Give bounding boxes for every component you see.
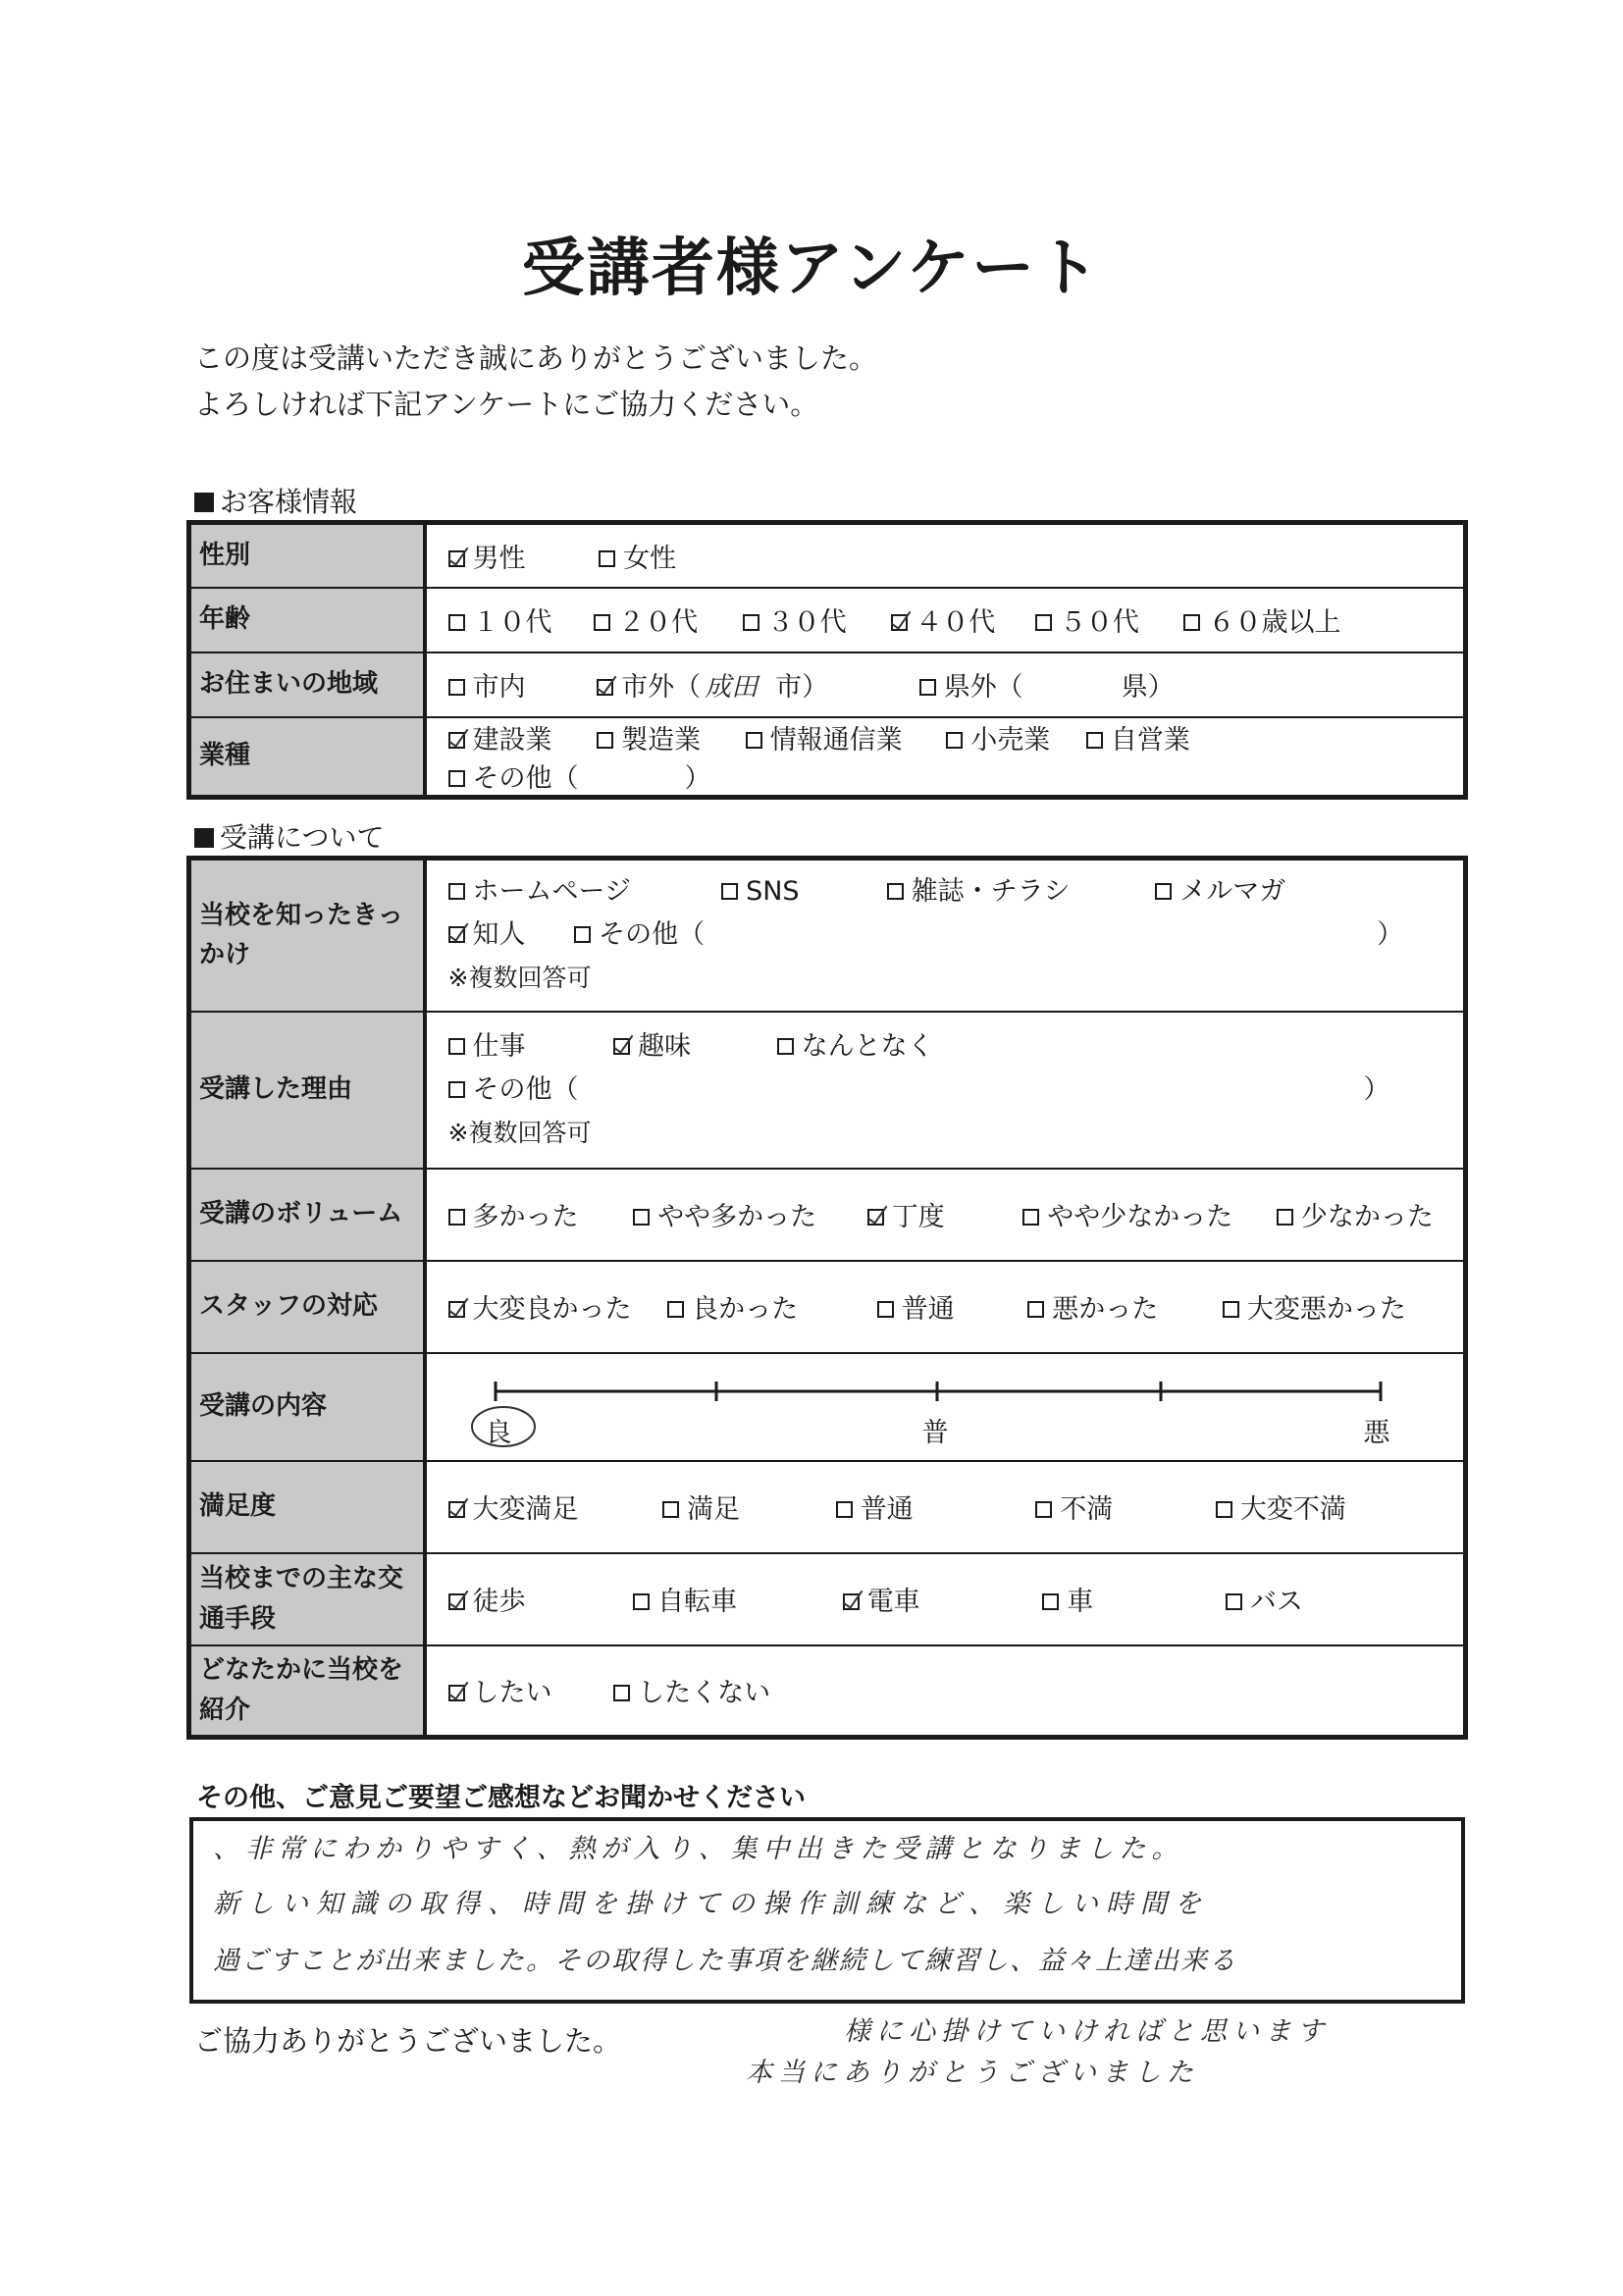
- checkbox-icon[interactable]: [946, 732, 963, 749]
- option-no-reason-label: なんとなく: [801, 1030, 934, 1062]
- option-age-40s-label: ４０代: [916, 607, 996, 638]
- checkbox-icon[interactable]: [1027, 1301, 1044, 1318]
- scale-label-bad: 悪: [1363, 1417, 1390, 1448]
- option-volume-just-right-label: 丁度: [891, 1202, 945, 1232]
- option-age-30s[interactable]: [743, 600, 883, 639]
- option-age-50s[interactable]: [1035, 600, 1176, 639]
- options-staff: [425, 1261, 1466, 1353]
- option-self-employed[interactable]: [1086, 718, 1218, 757]
- option-male-label: 男性: [472, 543, 526, 574]
- option-newsletter-label: メルマガ: [1179, 876, 1286, 908]
- option-refer-yes-label: したい: [472, 1678, 552, 1709]
- option-refer-no[interactable]: [613, 1671, 770, 1709]
- option-car[interactable]: [1042, 1580, 1217, 1618]
- option-very-satisfied[interactable]: [448, 1487, 654, 1526]
- checkbox-icon[interactable]: [448, 1081, 465, 1098]
- checkbox-icon[interactable]: [721, 883, 738, 900]
- other-reason-close: ）: [1363, 1073, 1390, 1105]
- handwritten-line-4: 様に心掛けていければと思います: [844, 2016, 1330, 2047]
- handwritten-line-5: 本当にありがとうございました: [746, 2058, 1199, 2088]
- checkbox-icon[interactable]: [746, 732, 762, 749]
- option-very-dissatisfied[interactable]: [1216, 1487, 1346, 1526]
- checkbox-checked-icon[interactable]: [448, 1301, 465, 1318]
- option-age-30s-label: ３０代: [766, 607, 847, 638]
- option-staff-very-good[interactable]: [448, 1287, 659, 1326]
- option-prefecture-outside[interactable]: [919, 665, 1175, 704]
- option-bus-label: バス: [1249, 1587, 1303, 1617]
- checkbox-checked-icon[interactable]: [843, 1593, 860, 1610]
- label-gender: 性別: [189, 523, 425, 588]
- label-reason: 受講した理由: [189, 1012, 425, 1169]
- checkbox-icon[interactable]: [1216, 1501, 1232, 1518]
- option-other-reason-label: その他（: [472, 1073, 579, 1105]
- option-staff-bad[interactable]: [1027, 1287, 1214, 1326]
- label-referral: どなたかに当校を紹介: [189, 1645, 425, 1738]
- option-it-label: 情報通信業: [769, 724, 903, 756]
- comments-heading: その他、ご意見ご要望ご感想などお聞かせください: [196, 1783, 806, 1813]
- option-hobby[interactable]: [613, 1025, 768, 1069]
- checkbox-icon[interactable]: [633, 1209, 650, 1226]
- bullet-square-icon: [194, 493, 214, 512]
- option-staff-bad-label: 悪かった: [1052, 1294, 1159, 1325]
- checkbox-icon[interactable]: [1223, 1301, 1239, 1318]
- label-age: 年齢: [189, 588, 425, 652]
- checkbox-icon[interactable]: [633, 1593, 650, 1610]
- option-satisfaction-normal-label: 普通: [860, 1494, 914, 1525]
- option-hobby-label: 趣味: [638, 1030, 692, 1062]
- option-age-20s[interactable]: [594, 600, 734, 639]
- option-homepage-label: ホームページ: [472, 876, 631, 908]
- option-staff-very-good-label: 大変良かった: [472, 1294, 632, 1325]
- option-female[interactable]: [599, 537, 676, 575]
- comments-textarea[interactable]: [189, 1817, 1465, 2004]
- option-volume-little-label: 少なかった: [1300, 1202, 1434, 1232]
- row-area: [189, 652, 1466, 717]
- option-staff-normal[interactable]: [877, 1287, 1020, 1326]
- option-self-employed-label: 自営業: [1110, 724, 1190, 756]
- row-content: [189, 1353, 1466, 1461]
- other-trigger-close: ）: [1377, 919, 1404, 951]
- checkbox-icon[interactable]: [1277, 1209, 1293, 1226]
- option-work-label: 仕事: [472, 1030, 526, 1062]
- label-trigger: 当校を知ったきっかけ: [189, 859, 425, 1012]
- label-volume: 受講のボリューム: [189, 1169, 425, 1261]
- option-city-inside-label: 市内: [472, 672, 526, 703]
- checkbox-icon[interactable]: [1022, 1209, 1039, 1226]
- checkbox-checked-icon[interactable]: [448, 732, 465, 749]
- option-age-20s-label: ２０代: [618, 607, 699, 638]
- row-gender: [189, 523, 1466, 588]
- options-age: [425, 588, 1466, 652]
- option-staff-good-label: 良かった: [692, 1294, 799, 1325]
- checkbox-icon[interactable]: [597, 732, 613, 749]
- trigger-note: ※複数回答可: [447, 964, 592, 993]
- option-bicycle-label: 自転車: [657, 1587, 738, 1617]
- checkbox-icon[interactable]: [743, 614, 759, 631]
- options-satisfaction: [425, 1461, 1466, 1553]
- option-bicycle[interactable]: [633, 1580, 834, 1618]
- option-volume-much-label: 多かった: [472, 1202, 579, 1232]
- other-industry-close: ）: [684, 762, 711, 794]
- checkbox-checked-icon[interactable]: [448, 926, 465, 943]
- option-age-50s-label: ５０代: [1059, 607, 1139, 638]
- checkbox-icon[interactable]: [777, 1038, 794, 1055]
- option-magazine[interactable]: [887, 870, 1147, 913]
- thank-you-footer: ご協力ありがとうございました。: [194, 2024, 622, 2058]
- row-transport: [189, 1553, 1466, 1645]
- checkbox-icon[interactable]: [887, 883, 904, 900]
- label-industry: 業種: [189, 717, 425, 798]
- option-walk[interactable]: [448, 1580, 625, 1618]
- reason-note: ※複数回答可: [447, 1118, 592, 1147]
- options-transport: [425, 1553, 1466, 1645]
- option-city-outside[interactable]: [597, 665, 911, 704]
- handwritten-line-1: 、非常にわかりやすく、熱が入り、集中出きた受講となりました。: [213, 1834, 1184, 1864]
- checkbox-icon[interactable]: [836, 1501, 853, 1518]
- checkbox-checked-icon[interactable]: [891, 614, 908, 631]
- option-very-dissatisfied-label: 大変不満: [1239, 1494, 1346, 1525]
- option-refer-yes[interactable]: [448, 1671, 605, 1709]
- trigger-row-1: [448, 870, 1464, 913]
- option-bus[interactable]: [1226, 1580, 1303, 1618]
- checkbox-icon[interactable]: [448, 1038, 465, 1055]
- option-sns-label: SNS: [746, 876, 800, 908]
- page-title: 受講者様アンケート: [521, 233, 1102, 305]
- options-referral: [425, 1645, 1466, 1738]
- options-reason: [425, 1012, 1466, 1169]
- checkbox-checked-icon[interactable]: [613, 1038, 630, 1055]
- label-transport: 当校までの主な交通手段: [189, 1553, 425, 1645]
- option-walk-label: 徒歩: [472, 1587, 526, 1617]
- option-retail[interactable]: [946, 718, 1077, 757]
- scale-label-normal: 普: [921, 1417, 949, 1448]
- option-acquaintance-label: 知人: [472, 919, 526, 951]
- checkbox-icon[interactable]: [1035, 614, 1052, 631]
- checkbox-icon[interactable]: [599, 550, 615, 567]
- checkbox-icon[interactable]: [594, 614, 610, 631]
- option-staff-good[interactable]: [667, 1287, 868, 1326]
- option-volume-slightly-little[interactable]: [1022, 1195, 1268, 1233]
- handwritten-line-3: 過ごすことが出来ました。その取得した事項を継続して練習し、益々上達出来る: [213, 1946, 1237, 1976]
- row-age: [189, 588, 1466, 652]
- section-heading-customer: [194, 481, 357, 520]
- option-it[interactable]: [746, 718, 938, 757]
- label-staff: スタッフの対応: [189, 1261, 425, 1353]
- option-staff-very-bad-label: 大変悪かった: [1246, 1294, 1406, 1325]
- option-age-10s-label: １０代: [472, 607, 552, 638]
- intro-line-1: この度は受講いただき誠にありがとうございました。: [194, 341, 878, 375]
- row-volume: [189, 1169, 1466, 1261]
- option-satisfied-label: 満足: [687, 1494, 741, 1525]
- checkbox-icon[interactable]: [1183, 614, 1200, 631]
- checkbox-checked-icon[interactable]: [867, 1209, 884, 1226]
- label-area: お住まいの地域: [189, 652, 425, 717]
- checkbox-icon[interactable]: [613, 1685, 630, 1701]
- option-newsletter[interactable]: [1155, 870, 1285, 913]
- checkbox-checked-icon[interactable]: [448, 1593, 465, 1610]
- option-retail-label: 小売業: [970, 724, 1051, 756]
- option-prefecture-outside-label: 県外（: [943, 672, 1023, 703]
- checkbox-checked-icon[interactable]: [448, 1685, 465, 1701]
- option-female-label: 女性: [623, 543, 677, 574]
- checkbox-icon[interactable]: [448, 1209, 465, 1226]
- checkbox-icon[interactable]: [574, 926, 591, 943]
- section-heading-customer-text: お客様情報: [220, 486, 358, 518]
- checkbox-icon[interactable]: [662, 1501, 679, 1518]
- option-manufacturing-label: 製造業: [621, 724, 702, 756]
- customer-info-table: [186, 520, 1468, 800]
- option-volume-much[interactable]: [448, 1195, 625, 1233]
- option-manufacturing[interactable]: [597, 718, 737, 757]
- checkbox-icon[interactable]: [1042, 1593, 1059, 1610]
- row-satisfaction: [189, 1461, 1466, 1553]
- content-scale-cell: [425, 1353, 1466, 1461]
- reason-row-2: [448, 1069, 1464, 1112]
- option-train-label: 電車: [866, 1587, 920, 1617]
- option-satisfaction-normal[interactable]: [836, 1487, 1027, 1526]
- option-prefecture-outside-end: 県）: [1121, 672, 1175, 703]
- checkbox-icon[interactable]: [1226, 1593, 1242, 1610]
- checkbox-icon[interactable]: [667, 1301, 684, 1318]
- option-age-10s[interactable]: [448, 600, 586, 639]
- row-industry: [189, 717, 1466, 798]
- option-age-60plus[interactable]: [1183, 600, 1340, 639]
- option-dissatisfied-label: 不満: [1060, 1494, 1114, 1525]
- option-volume-little[interactable]: [1277, 1195, 1434, 1233]
- options-gender: [425, 523, 1466, 588]
- checkbox-checked-icon[interactable]: [448, 1501, 465, 1518]
- option-train[interactable]: [843, 1580, 1034, 1618]
- option-volume-slightly-little-label: やや少なかった: [1047, 1202, 1233, 1232]
- checkbox-icon[interactable]: [448, 883, 465, 900]
- option-male[interactable]: [448, 537, 591, 575]
- row-trigger: [189, 859, 1466, 1012]
- option-work[interactable]: [448, 1025, 605, 1069]
- checkbox-icon[interactable]: [1155, 883, 1172, 900]
- course-info-table: [186, 856, 1468, 1740]
- checkbox-icon[interactable]: [1035, 1501, 1052, 1518]
- option-refer-no-label: したくない: [638, 1678, 771, 1709]
- content-rating-scale[interactable]: [427, 1358, 1464, 1456]
- section-heading-course: [194, 816, 384, 856]
- option-very-satisfied-label: 大変満足: [472, 1494, 579, 1525]
- options-area: [425, 652, 1466, 717]
- option-volume-slightly-much-label: やや多かった: [657, 1202, 817, 1232]
- option-magazine-label: 雑誌・チラシ: [911, 876, 1071, 908]
- option-volume-slightly-much[interactable]: [633, 1195, 859, 1233]
- row-referral: [189, 1645, 1466, 1738]
- option-construction-label: 建設業: [472, 724, 552, 756]
- option-acquaintance[interactable]: [448, 913, 566, 957]
- option-other-trigger[interactable]: [574, 913, 1403, 957]
- option-age-60plus-label: ６０歳以上: [1208, 607, 1341, 638]
- option-staff-normal-label: 普通: [901, 1294, 955, 1325]
- option-city-outside-end: 市）: [775, 672, 829, 703]
- label-satisfaction: 満足度: [189, 1461, 425, 1553]
- option-other-industry[interactable]: [448, 757, 711, 795]
- option-other-industry-label: その他（: [472, 762, 579, 794]
- option-satisfied[interactable]: [662, 1487, 827, 1526]
- option-homepage[interactable]: [448, 870, 713, 913]
- options-volume: [425, 1169, 1466, 1261]
- option-age-40s[interactable]: [891, 600, 1026, 639]
- checkbox-checked-icon[interactable]: [448, 550, 465, 567]
- option-city-inside[interactable]: [448, 665, 589, 704]
- option-other-trigger-label: その他（: [599, 919, 706, 951]
- option-no-reason[interactable]: [777, 1025, 934, 1069]
- option-staff-very-bad[interactable]: [1223, 1287, 1406, 1326]
- row-staff: [189, 1261, 1466, 1353]
- option-city-outside-label: 市外（: [621, 672, 702, 703]
- options-industry: [425, 717, 1466, 798]
- option-car-label: 車: [1067, 1587, 1094, 1617]
- checkbox-icon[interactable]: [1086, 732, 1103, 749]
- scale-label-good: 良: [485, 1417, 512, 1448]
- checkbox-icon[interactable]: [448, 614, 465, 631]
- label-content: 受講の内容: [189, 1353, 425, 1461]
- city-handwritten[interactable]: 成田: [705, 672, 759, 703]
- option-dissatisfied[interactable]: [1035, 1487, 1207, 1526]
- options-trigger: [425, 859, 1466, 1012]
- option-other-reason[interactable]: [448, 1069, 1390, 1112]
- trigger-row-2: [448, 913, 1464, 957]
- checkbox-icon[interactable]: [877, 1301, 894, 1318]
- reason-row-1: [448, 1025, 1464, 1069]
- section-heading-course-text: 受講について: [220, 821, 385, 854]
- option-construction[interactable]: [448, 718, 589, 757]
- bullet-square-icon: [194, 828, 214, 848]
- option-sns[interactable]: [721, 870, 878, 913]
- checkbox-checked-icon[interactable]: [597, 679, 613, 696]
- handwritten-line-2: 新しい知識の取得、時間を掛けての操作訓練など、楽しい時間を: [213, 1889, 1209, 1919]
- checkbox-icon[interactable]: [448, 679, 465, 696]
- option-volume-just-right[interactable]: [867, 1195, 1015, 1233]
- checkbox-icon[interactable]: [919, 679, 936, 696]
- row-reason: [189, 1012, 1466, 1169]
- intro-line-2: よろしければ下記アンケートにご協力ください。: [194, 388, 819, 421]
- checkbox-icon[interactable]: [448, 770, 465, 787]
